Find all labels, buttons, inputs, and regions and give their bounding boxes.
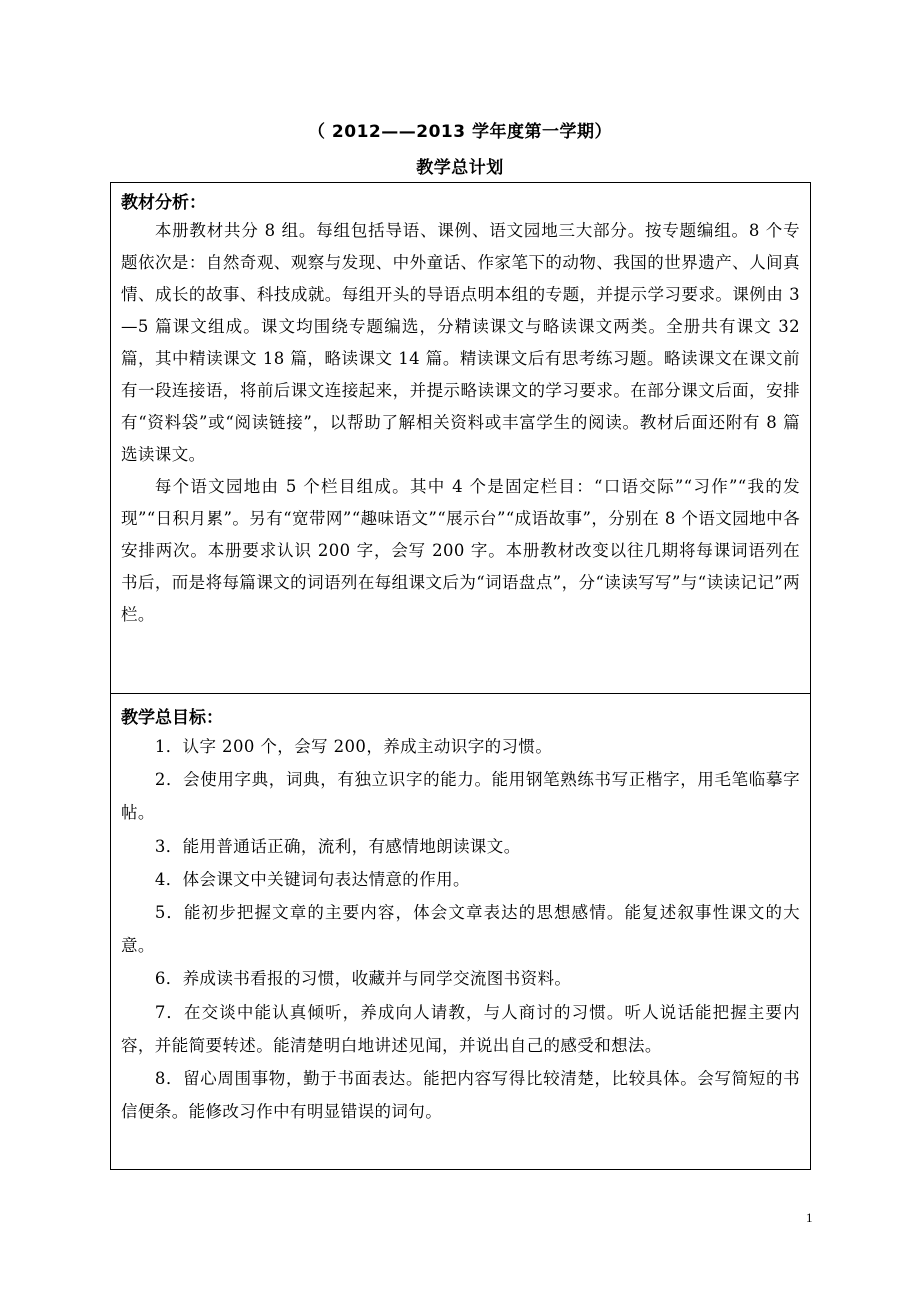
page-number: 1 [806, 1210, 813, 1225]
analysis-title: 教材分析： [121, 193, 206, 213]
goal-item: 5．能初步把握文章的主要内容，体会文章表达的思想感情。能复述叙事性课文的大意。 [121, 903, 800, 956]
goal-item: 1．认字 200 个，会写 200，养成主动识字的习惯。 [154, 737, 553, 756]
goal-item: 2．会使用字典，词典，有独立识字的能力。能用钢笔熟练书写正楷字，用毛笔临摹字帖。 [121, 770, 800, 823]
analysis-paragraph: 本册教材共分 8 组。每组包括导语、课例、语文园地三大部分。按专题编组。8 个专题依次是：自然奇观、观察与发现、中外童话、作家笔下的动物、我国的世界遗产、人间真情、成长的故事、科技成就。每组开头的导语点明本组的专题，并提示学习要求。课例由 3—5 篇课文组成。课文均围绕专题编选，分精读课文与略读课文两类。全册共有课文 32 篇，其中精读课文 18 篇，略读课文 14 篇。精读课文后有思考练习题。略读课文在课文前有一段连接语，将前后课文连接起来，并提示略读课文的学习要求。在部分课文后面，安排有“资料袋”或“阅读链接”，以帮助了解相关资料或丰富学生的阅读。教材后面还附有 8 篇选读课文。 [121, 221, 800, 464]
year-heading: （ 2012——2013 学年度第一学期） [308, 122, 612, 142]
teaching-goals-section [110, 694, 811, 1170]
goals-title: 教学总目标： [121, 708, 223, 728]
goal-item: 3．能用普通话正确，流利，有感情地朗读课文。 [154, 836, 521, 856]
goal-item: 8．留心周围事物，勤于书面表达。能把内容写得比较清楚，比较具体。会写简短的书信便条。能修改习作中有明显错误的词句。 [121, 1069, 800, 1122]
goal-item: 7．在交谈中能认真倾听，养成向人请教，与人商讨的习惯。听人说话能把握主要内容，并能简要转述。能清楚明白地讲述见闻，并说出自己的感受和想法。 [121, 1002, 800, 1055]
goal-item: 4．体会课文中关键词句表达情意的作用。 [154, 869, 470, 889]
page-title: 教学总计划 [416, 158, 504, 178]
analysis-paragraph: 每个语文园地由 5 个栏目组成。其中 4 个是固定栏目：“口语交际”“习作”“我的发现”“日积月累”。另有“宽带网”“趣味语文”“展示台”“成语故事”，分别在 8 个语文园地中各安排两次。本册要求认识 200 字，会写 200 字。本册教材改变以往几期将每课词语列在书后，而是将每篇课文的词语列在每组课文后为“词语盘点”，分“读读写写”与“读读记记”两栏。 [121, 477, 800, 624]
goal-item: 6．养成读书看报的习惯，收藏并与同学交流图书资料。 [154, 969, 572, 989]
textbook-analysis-section [110, 182, 811, 694]
